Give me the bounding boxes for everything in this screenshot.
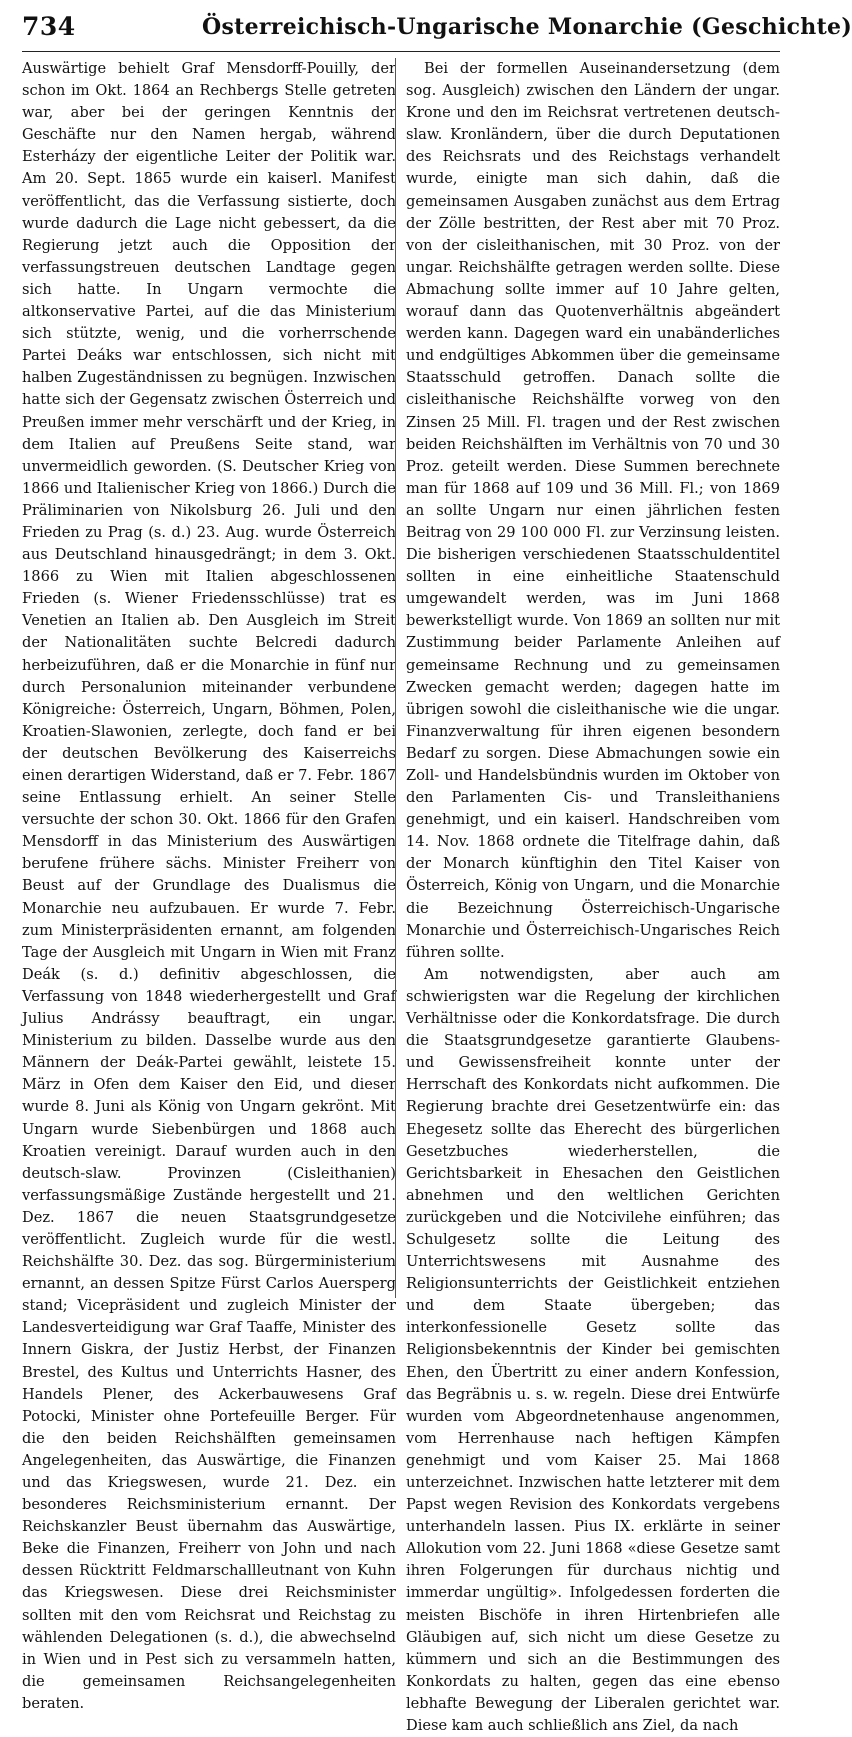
page-number: 734: [22, 12, 76, 41]
right-paragraph-2: Am notwendigsten, aber auch am schwierigsten war die Regelung der kirchlichen Verhältnisse oder die Konkordatsfrage. Die durch die Staatsgrundgesetze garantierte Glaubens- und Gewissensfreiheit konnte unter der Herrschaft des Konkordats nicht aufkommen. Die Regierung brachte drei Gesetzentwürfe ein: das Ehegesetz sollte das Eherecht des bürgerlichen Gesetzbuches wiederherstellen, die Gerichtsbarkeit in Ehesachen den Geistlichen abnehmen und den weltlichen Gerichten zurückgeben und die Notcivilehe einführen; das Schulgesetz sollte die Leitung des Unterrichtswesens mit Ausnahme des Religionsunterrichts der Geistlichkeit entziehen und dem Staate übergeben; das interkonfessionelle Gesetz sollte das Religionsbekenntnis der Kinder bei gemischten Ehen, den Übertritt zu einer andern Konfession, das Begräbnis u. s. w. regeln. Diese drei Entwürfe wurden vom Abgeordnetenhause angenommen, vom Herrenhause nach heftigen Kämpfen genehmigt und vom Kaiser 25. Mai 1868 unterzeichnet. Inzwischen hatte letzterer mit dem Papst wegen Revision des Konkordats vergebens unterhandeln lassen. Pius IX. erklärte in seiner Allokution vom 22. Juni 1868 «diese Gesetze samt ihren Folgerungen für durchaus nichtig und immerdar ungültig». Infolgedessen forderten die meisten Bischöfe in ihren Hirtenbriefen alle Gläubigen auf, sich nicht um diese Gesetze zu kümmern und sich an die Bestimmungen des Konkordats zu halten, gegen das eine ebenso lebhafte Bewegung der Liberalen gerichtet war. Diese kam auch schließlich ans Ziel, da nach: [406, 965, 780, 1735]
right-column: [406, 58, 780, 1735]
header-rule: [22, 51, 780, 52]
left-column: [22, 58, 396, 1712]
running-title: Österreichisch-Ungarische Monarchie (Geschichte): [202, 14, 852, 40]
page-header: [22, 6, 852, 46]
right-paragraph-1: Bei der formellen Auseinandersetzung (dem sog. Ausgleich) zwischen den Ländern der ungar. Krone und den im Reichsrat vertretenen deutsch-slaw. Kronländern, über die durch Deputationen des Reichsrats und des Reichstags verhandelt wurde, einigte man sich dahin, daß die gemeinsamen Ausgaben zunächst aus dem Ertrag der Zölle bestritten, der Rest aber mit 70 Proz. von der cisleithanischen, mit 30 Proz. von der ungar. Reichshälfte getragen werden sollte. Diese Abmachung sollte immer auf 10 Jahre gelten, worauf dann das Quotenverhältnis abgeändert werden kann. Dagegen ward ein unabänderliches und endgültiges Abkommen über die gemeinsame Staatsschuld getroffen. Danach sollte die cisleithanische Reichshälfte vorweg von den Zinsen 25 Mill. Fl. tragen und der Rest zwischen beiden Reichshälften im Verhältnis von 70 und 30 Proz. geteilt werden. Diese Summen berechnete man für 1868 auf 109 und 36 Mill. Fl.; von 1869 an sollte Ungarn nur einen jährlichen festen Beitrag von 29 100 000 Fl. zur Verzinsung leisten. Die bisherigen verschiedenen Staatsschuldentitel sollten in eine einheitliche Staatenschuld umgewandelt werden, was im Juni 1868 bewerkstelligt wurde. Von 1869 an sollten nur mit Zustimmung beider Parlamente Anleihen auf gemeinsame Rechnung und zu gemeinsamen Zwecken gemacht werden; dagegen hatte im übrigen sowohl die cisleithanische wie die ungar. Finanzverwaltung für ihren eigenen besondern Bedarf zu sorgen. Diese Abmachungen sowie ein Zoll- und Handelsbündnis wurden im Oktober von den Parlamenten Cis- und Transleithaniens genehmigt, und ein kaiserl. Handschreiben vom 14. Nov. 1868 ordnete die Titelfrage dahin, daß der Monarch künftighin den Titel Kaiser von Österreich, König von Ungarn, und die Monarchie die Bezeichnung Österreichisch-Ungarische Monarchie und Österreichisch-Ungarisches Reich führen sollte.: [406, 60, 780, 961]
column-divider: [395, 58, 396, 1298]
left-paragraph-1: Auswärtige behielt Graf Mensdorff-Pouilly, der schon im Okt. 1864 an Rechbergs Stelle getreten war, aber bei der geringen Kenntnis der Geschäfte nur den Namen hergab, während Esterházy der eigentliche Leiter der Politik war. Am 20. Sept. 1865 wurde ein kaiserl. Manifest veröffentlicht, das die Verfassung sistierte, doch wurde dadurch die Lage nicht gebessert, da die Regierung jetzt auch die Opposition der verfassungstreuen deutschen Landtage gegen sich hatte. In Ungarn vermochte die altkonservative Partei, auf die das Ministerium sich stützte, wenig, und die vorherrschende Partei Deáks war entschlossen, sich nicht mit halben Zugeständnissen zu begnügen. Inzwischen hatte sich der Gegensatz zwischen Österreich und Preußen immer mehr verschärft und der Krieg, in dem Italien auf Preußens Seite stand, war unvermeidlich geworden. (S. Deutscher Krieg von 1866 und Italienischer Krieg von 1866.) Durch die Präliminarien von Nikolsburg 26. Juli und den Frieden zu Prag (s. d.) 23. Aug. wurde Österreich aus Deutschland hinausgedrängt; in dem 3. Okt. 1866 zu Wien mit Italien abgeschlossenen Frieden (s. Wiener Friedensschlüsse) trat es Venetien an Italien ab. Den Ausgleich im Streit der Nationalitäten suchte Belcredi dadurch herbeizuführen, daß er die Monarchie in fünf nur durch Personalunion miteinander verbundene Königreiche: Österreich, Ungarn, Böhmen, Polen, Kroatien-Slawonien, zerlegte, doch fand er bei der deutschen Bevölkerung des Kaiserreichs einen derartigen Widerstand, daß er 7. Febr. 1867 seine Entlassung erhielt. An seiner Stelle versuchte der schon 30. Okt. 1866 für den Grafen Mensdorff in das Ministerium des Auswärtigen berufene frühere sächs. Minister Freiherr von Beust auf der Grundlage des Dualismus die Monarchie neu aufzubauen. Er wurde 7. Febr. zum Ministerpräsidenten ernannt, am folgenden Tage der Ausgleich mit Ungarn in Wien mit Franz Deák (s. d.) definitiv abgeschlossen, die Verfassung von 1848 wiederhergestellt und Graf Julius Andrássy beauftragt, ein ungar. Ministerium zu bilden. Dasselbe wurde aus den Männern der Deák-Partei gewählt, leistete 15. März in Ofen dem Kaiser den Eid, und dieser wurde 8. Juni als König von Ungarn gekrönt. Mit Ungarn wurde Siebenbürgen und 1868 auch Kroatien vereinigt. Darauf wurden auch in den deutsch-slaw. Provinzen (Cisleithanien) verfassungsmäßige Zustände hergestellt und 21. Dez. 1867 die neuen Staatsgrundgesetze veröffentlicht. Zugleich wurde für die westl. Reichshälfte 30. Dez. das sog. Bürgerministerium ernannt, an dessen Spitze Fürst Carlos Auersperg stand; Vicepräsident und zugleich Minister der Landesverteidigung war Graf Taaffe, Minister des Innern Giskra, der Justiz Herbst, der Finanzen Brestel, des Kultus und Unterrichts Hasner, des Handels Plener, des Ackerbauwesens Graf Potocki, Minister ohne Portefeuille Berger. Für die den beiden Reichshälften gemeinsamen Angelegenheiten, das Auswärtige, die Finanzen und das Kriegswesen, wurde 21. Dez. ein besonderes Reichsministerium ernannt. Der Reichskanzler Beust übernahm das Auswärtige, Beke die Finanzen, Freiherr von John und nach dessen Rücktritt Feldmarschallleutnant von Kuhn das Kriegswesen. Diese drei Reichsminister sollten mit den vom Reichsrat und Reichstag zu wählenden Delegationen (s. d.), die abwechselnd in Wien und in Pest sich zu versammeln hatten, die gemeinsamen Reichsangelegenheiten beraten.: [22, 60, 396, 1712]
